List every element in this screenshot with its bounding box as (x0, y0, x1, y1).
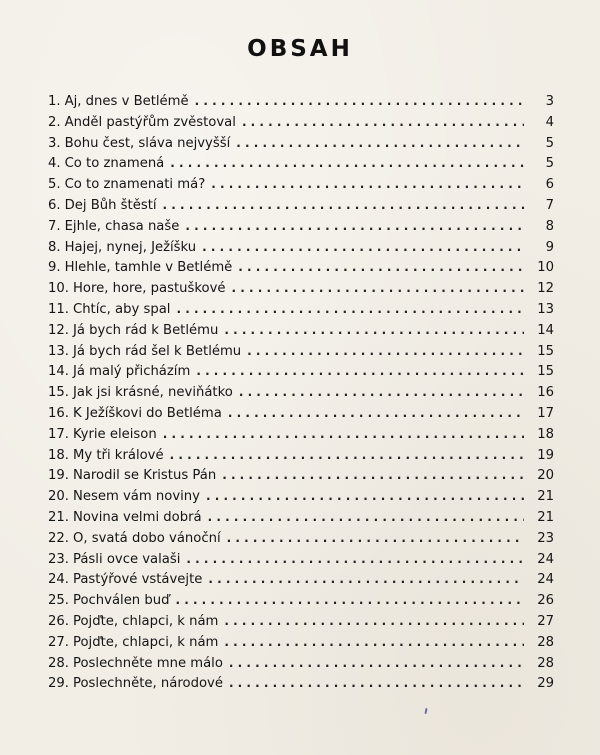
ink-mark (424, 708, 427, 714)
toc-entry-number: 1. (48, 94, 61, 109)
toc-entry-title: Pojďte, chlapci, k nám (72, 634, 219, 650)
toc-entry-title: Ejhle, chasa naše (64, 218, 180, 234)
toc-entry-title: Poslechněte, národové (72, 676, 223, 692)
toc-entry (48, 653, 554, 674)
toc-entry-page-number: 6 (545, 177, 554, 193)
toc-entry-title: Kyrie eleison (72, 426, 157, 442)
toc-entry-title: Bohu čest, sláva nejvyšší (64, 135, 231, 151)
toc-entry-number: 12. (48, 322, 69, 338)
toc-entry-page-number: 13 (537, 301, 554, 317)
toc-entry-title: Hlehle, tamhle v Betlémě (64, 260, 233, 276)
toc-entry-number: 11. (48, 301, 69, 317)
toc-entry-page-number: 27 (537, 613, 554, 629)
dot-leader (163, 424, 524, 445)
toc-entry-number: 7. (48, 218, 61, 234)
dot-leader (170, 153, 524, 174)
toc-entry (48, 195, 554, 216)
toc-entry-number: 10. (48, 281, 69, 297)
toc-entry-title: Pochválen buď (72, 593, 170, 609)
toc-entry-title: Chtíc, aby spal (72, 301, 171, 317)
toc-entry-title: Pojďte, chlapci, k nám (72, 613, 219, 629)
toc-entry-page-number: 7 (545, 197, 554, 213)
dot-leader (208, 569, 524, 590)
toc-entry-number: 18. (48, 447, 69, 463)
toc-entry (48, 382, 554, 403)
table-of-contents (48, 91, 554, 694)
toc-entry-page-number: 23 (537, 530, 554, 546)
toc-entry-page-number: 9 (545, 239, 554, 255)
toc-entry-title: K Ježíškovi do Betléma (72, 405, 222, 421)
toc-entry-page-number: 4 (545, 114, 554, 130)
toc-entry-title: Co to znamená (64, 156, 165, 172)
toc-entry-number: 14. (48, 364, 69, 380)
toc-entry-number: 4. (48, 156, 61, 172)
dot-leader (228, 403, 524, 424)
toc-entry-page-number: 21 (537, 489, 554, 505)
dot-leader (224, 632, 524, 653)
dot-leader (242, 112, 524, 133)
toc-entry-number: 25. (48, 593, 69, 609)
toc-entry (48, 153, 554, 174)
toc-entry-number: 15. (48, 385, 69, 401)
toc-entry-number: 8. (48, 239, 61, 255)
toc-entry (48, 507, 554, 528)
toc-entry-page-number: 14 (537, 322, 554, 338)
toc-entry (48, 341, 554, 362)
toc-entry-page-number: 26 (537, 593, 554, 609)
toc-entry-page-number: 28 (537, 655, 554, 671)
toc-entry-number: 9. (48, 260, 61, 276)
toc-entry-number: 13. (48, 343, 69, 359)
dot-leader (238, 257, 524, 278)
dot-leader (229, 673, 524, 694)
toc-entry (48, 424, 554, 445)
dot-leader (232, 278, 524, 299)
toc-entry-number: 19. (48, 468, 69, 484)
toc-entry-page-number: 16 (537, 385, 554, 401)
toc-entry (48, 445, 554, 466)
toc-entry-title: Anděl pastýřům zvěstoval (64, 114, 236, 130)
dot-leader (236, 133, 524, 154)
toc-entry-number: 20. (48, 489, 69, 505)
toc-entry-title: Já malý přicházím (72, 364, 191, 380)
toc-entry (48, 569, 554, 590)
dot-leader (224, 320, 524, 341)
toc-entry-number: 21. (48, 509, 69, 525)
dot-leader (186, 549, 524, 570)
toc-entry (48, 632, 554, 653)
toc-entry (48, 549, 554, 570)
toc-entry-number: 17. (48, 426, 69, 442)
dot-leader (170, 445, 524, 466)
toc-entry (48, 299, 554, 320)
toc-entry-number: 5. (48, 177, 61, 193)
toc-entry-page-number: 10 (537, 260, 554, 276)
toc-entry-number: 23. (48, 551, 69, 567)
dot-leader (185, 216, 524, 237)
toc-entry-page-number: 20 (537, 468, 554, 484)
dot-leader (247, 341, 524, 362)
toc-entry-page-number: 3 (545, 94, 554, 109)
dot-leader (202, 237, 524, 258)
toc-entry-number: 3. (48, 135, 61, 151)
toc-entry (48, 257, 554, 278)
toc-entry-title: Jak jsi krásné, neviňátko (72, 385, 233, 401)
toc-entry-title: Co to znamenati má? (64, 177, 206, 193)
dot-leader (211, 174, 524, 195)
toc-entry-title: Já bych rád šel k Betlému (72, 343, 242, 359)
toc-entry-title: Hore, hore, pastuškové (72, 281, 226, 297)
dot-leader (163, 195, 524, 216)
toc-entry-page-number: 15 (537, 364, 554, 380)
dot-leader (229, 653, 524, 674)
toc-entry (48, 320, 554, 341)
dot-leader (224, 611, 524, 632)
toc-entry-page-number: 28 (537, 634, 554, 650)
dot-leader (208, 507, 524, 528)
toc-entry (48, 486, 554, 507)
toc-entry (48, 590, 554, 611)
toc-entry-page-number: 17 (537, 405, 554, 421)
toc-entry-title: My tři králové (72, 447, 164, 463)
toc-entry-page-number: 24 (537, 572, 554, 588)
page-title: OBSAH (247, 36, 353, 62)
toc-entry (48, 361, 554, 382)
toc-entry (48, 465, 554, 486)
toc-entry-page-number: 15 (537, 343, 554, 359)
toc-entry-title: Novina velmi dobrá (72, 509, 202, 525)
toc-entry (48, 237, 554, 258)
toc-entry-page-number: 18 (537, 426, 554, 442)
dot-leader (175, 590, 524, 611)
toc-entry (48, 91, 554, 112)
dot-leader (176, 299, 524, 320)
toc-entry-title: Nesem vám noviny (72, 489, 200, 505)
toc-entry (48, 216, 554, 237)
toc-entry-number: 2. (48, 114, 61, 130)
toc-entry-page-number: 24 (537, 551, 554, 567)
toc-entry-number: 28. (48, 655, 69, 671)
toc-entry-number: 26. (48, 613, 69, 629)
toc-entry-number: 16. (48, 405, 69, 421)
toc-entry-title: O, svatá dobo vánoční (72, 530, 221, 546)
toc-entry-title: Pastýřové vstávejte (72, 572, 203, 588)
toc-entry-title: Poslechněte mne málo (72, 655, 223, 671)
toc-entry-page-number: 21 (537, 509, 554, 525)
toc-entry-number: 27. (48, 634, 69, 650)
toc-entry (48, 673, 554, 694)
dot-leader (239, 382, 524, 403)
toc-entry-page-number: 29 (537, 676, 554, 692)
toc-entry (48, 133, 554, 154)
dot-leader (196, 361, 524, 382)
dot-leader (206, 486, 524, 507)
toc-entry (48, 174, 554, 195)
toc-entry-title: Pásli ovce valaši (72, 551, 181, 567)
toc-entry (48, 611, 554, 632)
toc-entry (48, 112, 554, 133)
toc-entry-page-number: 5 (545, 156, 554, 172)
toc-entry-title: Dej Bůh štěstí (64, 197, 157, 213)
dot-leader (227, 528, 524, 549)
toc-entry-number: 24. (48, 572, 69, 588)
toc-entry-number: 6. (48, 197, 61, 213)
toc-entry-number: 29. (48, 676, 69, 692)
dot-leader (195, 91, 524, 112)
toc-entry-page-number: 19 (537, 447, 554, 463)
toc-entry-title: Já bych rád k Betlému (72, 322, 219, 338)
dot-leader (222, 465, 524, 486)
toc-entry (48, 403, 554, 424)
toc-entry-title: Aj, dnes v Betlémě (64, 94, 189, 109)
toc-entry-title: Narodil se Kristus Pán (72, 468, 217, 484)
toc-entry-number: 22. (48, 530, 69, 546)
toc-entry-page-number: 12 (537, 281, 554, 297)
toc-entry (48, 528, 554, 549)
toc-entry-page-number: 8 (545, 218, 554, 234)
toc-entry-page-number: 5 (545, 135, 554, 151)
toc-entry (48, 278, 554, 299)
toc-entry-title: Hajej, nynej, Ježíšku (64, 239, 197, 255)
